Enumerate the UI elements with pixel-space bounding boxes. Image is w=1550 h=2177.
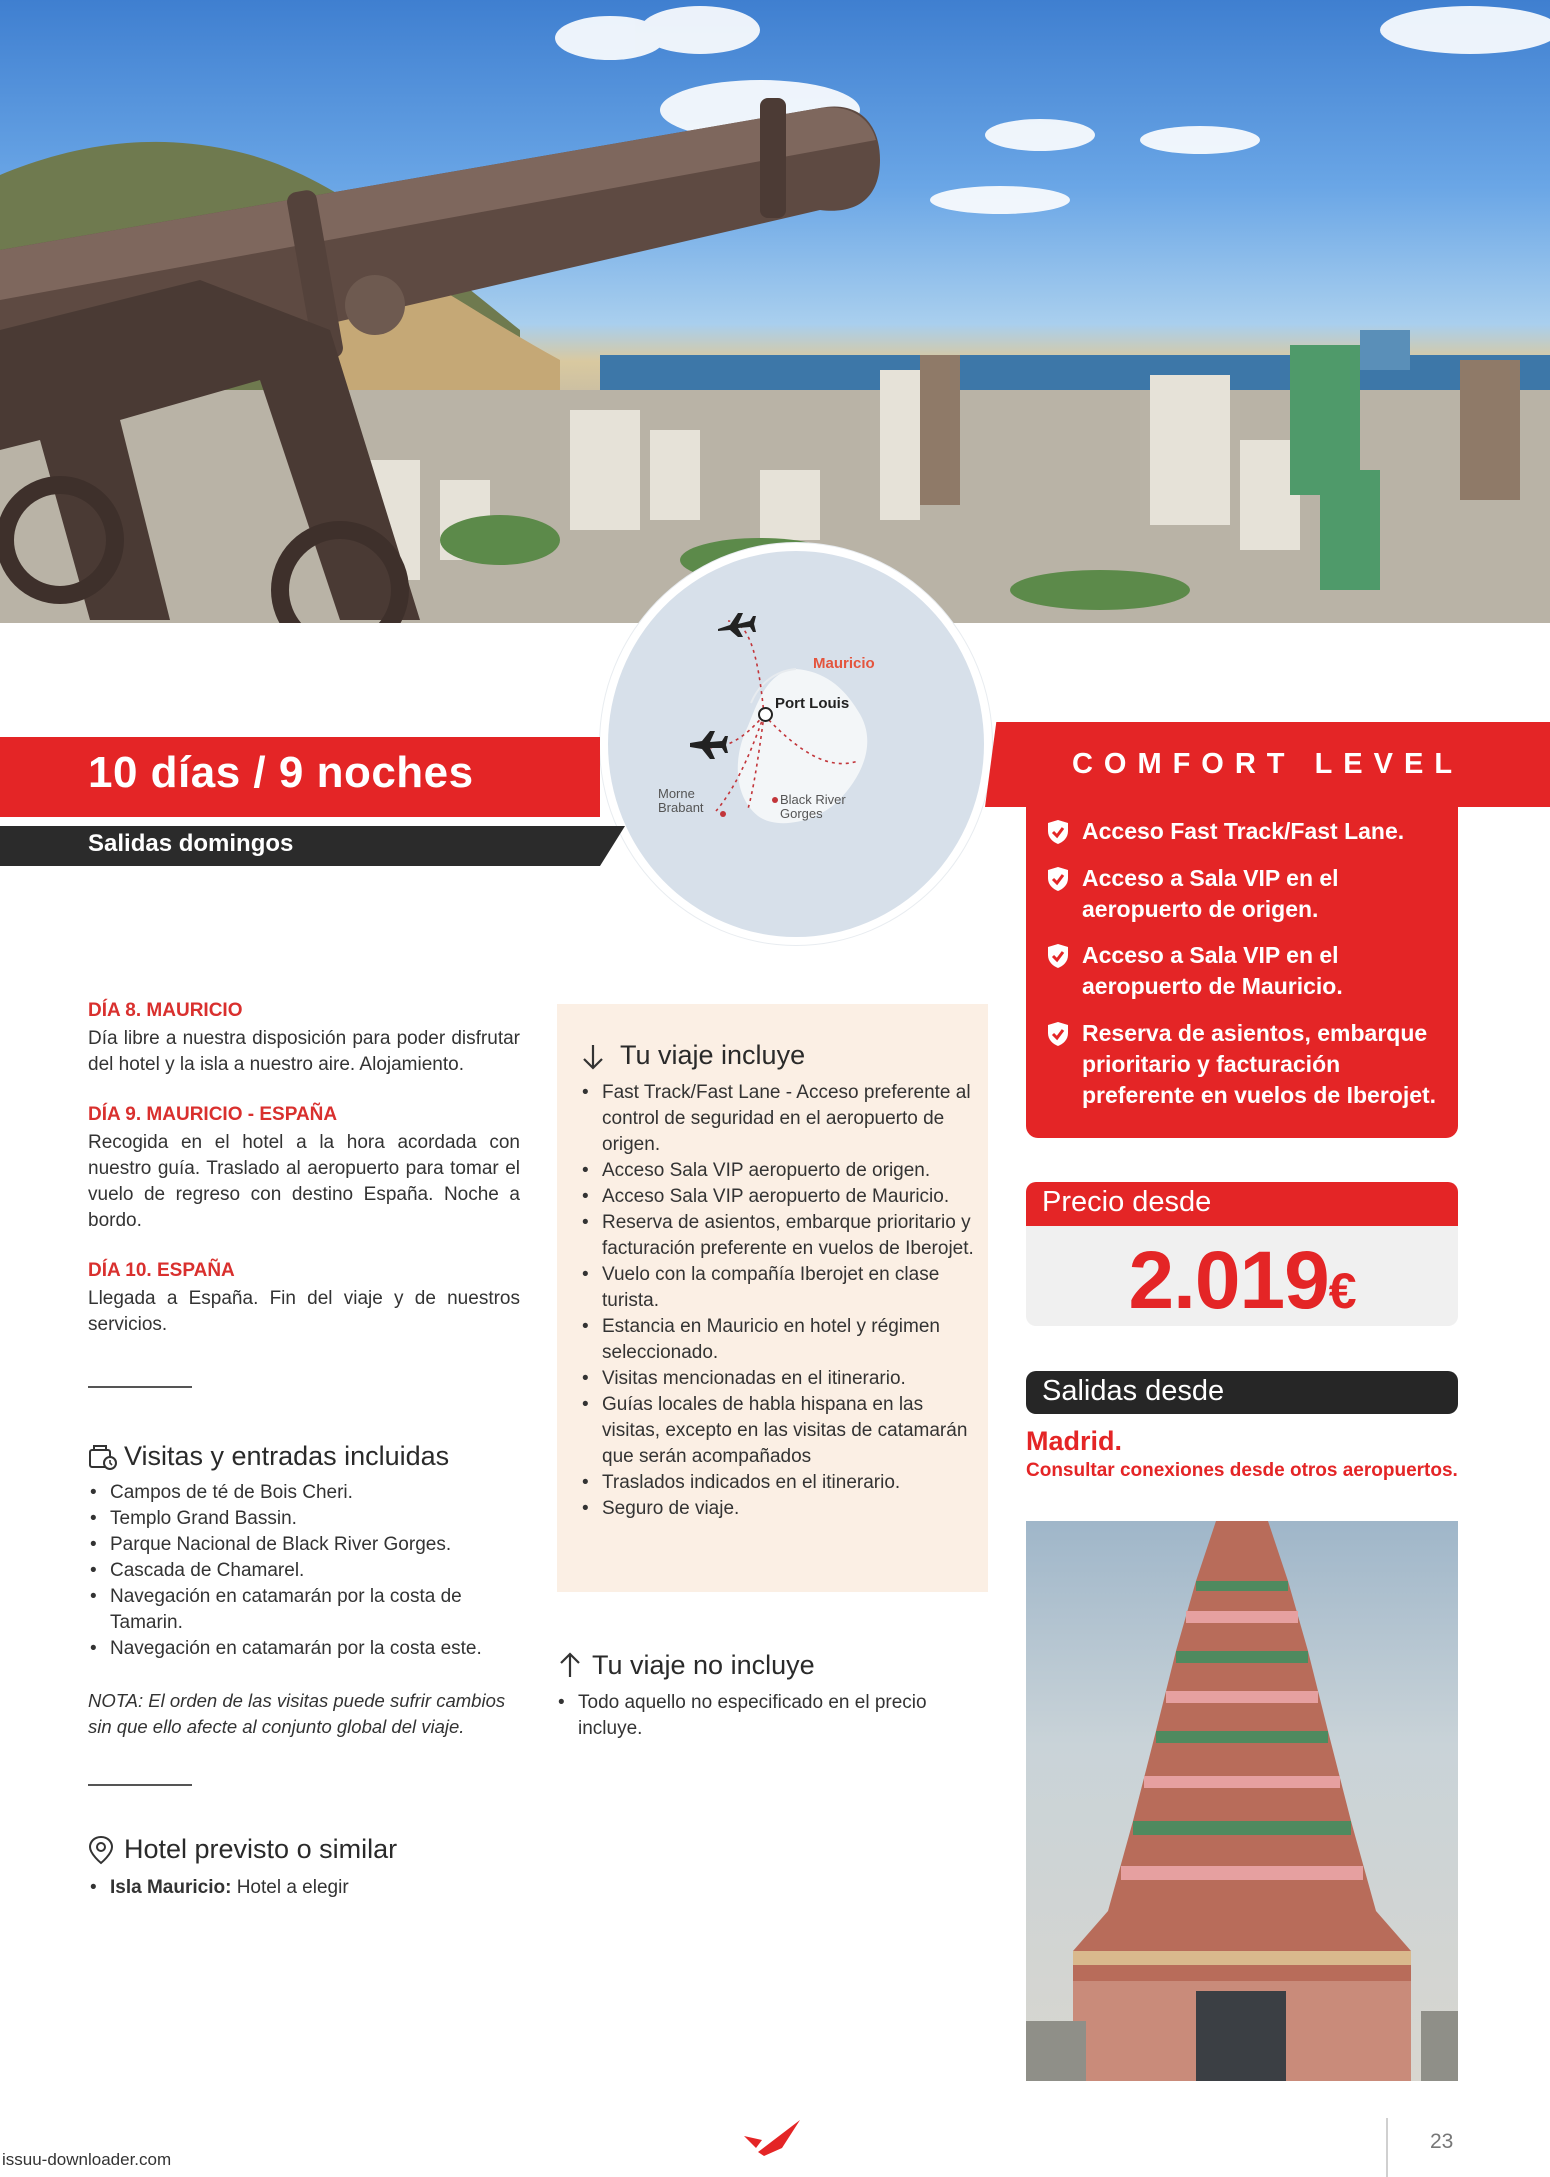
comfort-perk-text: Acceso Fast Track/Fast Lane. bbox=[1082, 818, 1405, 844]
list-item: • Vuelo con la compañía Iberojet en clase turista. bbox=[580, 1262, 975, 1314]
trip-duration: 10 días / 9 noches bbox=[88, 748, 474, 797]
list-item: • Reserva de asientos, embarque prioritario y facturación preferente en vuelos de Iberojet. bbox=[580, 1210, 975, 1262]
list-item: • Campos de té de Bois Cheri. bbox=[88, 1480, 528, 1506]
shield-check-icon bbox=[1046, 819, 1070, 845]
itinerary-day-title: DÍA 10. ESPAÑA bbox=[88, 1260, 235, 1281]
shield-check-icon bbox=[1046, 943, 1070, 969]
comfort-perk-text: Reserva de asientos, embarque prioritario y facturación preferente en vuelos de Iberojet. bbox=[1082, 1020, 1437, 1108]
footer-divider bbox=[1386, 2118, 1388, 2177]
itinerary-day-text: Recogida en el hotel a la hora acordada con nuestro guía. Traslado al aeropuerto para tomar el vuelo de regreso con destino España. Noche a bordo. bbox=[88, 1132, 520, 1231]
price-value bbox=[1026, 1234, 1458, 1328]
arrow-up-icon bbox=[555, 1650, 585, 1680]
temple-photo bbox=[1026, 1521, 1458, 2081]
price-label: Precio desde bbox=[1042, 1186, 1212, 1218]
temple-illustration bbox=[1026, 1521, 1458, 2081]
shield-check-icon bbox=[1046, 866, 1070, 892]
list-item: • Templo Grand Bassin. bbox=[88, 1506, 528, 1532]
comfort-perk-text: Acceso a Sala VIP en el aeropuerto de Mauricio. bbox=[1082, 942, 1343, 999]
list-item: • Seguro de viaje. bbox=[580, 1496, 975, 1522]
hero-illustration bbox=[0, 0, 1550, 623]
plane-icon bbox=[688, 731, 728, 761]
itinerary-day-text: Día libre a nuestra disposición para poder disfrutar del hotel y la isla a nuestro aire. Alojamiento. bbox=[88, 1028, 520, 1075]
list-item: • Acceso Sala VIP aeropuerto de origen. bbox=[580, 1158, 975, 1184]
departure-cities-label: Salidas desde bbox=[1042, 1375, 1225, 1407]
list-item: • Visitas mencionadas en el itinerario. bbox=[580, 1366, 975, 1392]
excludes-list bbox=[556, 1690, 976, 1742]
hotel-list bbox=[88, 1875, 528, 1901]
map-label-morne-brabant: Morne Brabant bbox=[658, 786, 704, 815]
comfort-perk-text: Acceso a Sala VIP en el aeropuerto de origen. bbox=[1082, 865, 1339, 922]
list-item: • Acceso Sala VIP aeropuerto de Mauricio. bbox=[580, 1184, 975, 1210]
plane-icon bbox=[716, 609, 756, 639]
includes-title: Tu viaje incluye bbox=[620, 1040, 806, 1070]
arrow-down-icon bbox=[578, 1042, 608, 1072]
includes-list bbox=[580, 1080, 975, 1522]
list-item: • Cascada de Chamarel. bbox=[88, 1558, 528, 1584]
list-item: • Navegación en catamarán por la costa de Tamarin. bbox=[88, 1584, 528, 1636]
map-label-island: Mauricio bbox=[813, 655, 875, 672]
morne-brabant-marker bbox=[720, 811, 726, 817]
section-divider bbox=[88, 1784, 192, 1786]
visits-list bbox=[88, 1480, 528, 1662]
list-item: • Parque Nacional de Black River Gorges. bbox=[88, 1532, 528, 1558]
price-amount: 2.019 bbox=[1128, 1235, 1329, 1326]
hotel-name: Hotel a elegir bbox=[236, 1877, 349, 1898]
itinerary-day-title: DÍA 9. MAURICIO - ESPAÑA bbox=[88, 1104, 338, 1125]
itinerary-day-title: DÍA 8. MAURICIO bbox=[88, 1000, 243, 1021]
comfort-perk bbox=[1046, 863, 1446, 925]
location-pin-icon bbox=[86, 1835, 116, 1865]
comfort-level-title: COMFORT LEVEL bbox=[1071, 748, 1464, 780]
list-item: • Guías locales de habla hispana en las visitas, excepto en las visitas de catamarán que serán acompañados bbox=[580, 1392, 975, 1470]
map-label-port-louis: Port Louis bbox=[775, 695, 850, 712]
list-item: • Estancia en Mauricio en hotel y régimen seleccionado. bbox=[580, 1314, 975, 1366]
itinerary-day-text: Llegada a España. Fin del viaje y de nuestros servicios. bbox=[88, 1288, 520, 1335]
map-label-black-river-gorges: Black River Gorges bbox=[780, 792, 846, 821]
brand-logo bbox=[742, 2118, 802, 2158]
route-map bbox=[600, 543, 992, 945]
comfort-perk bbox=[1046, 940, 1446, 1002]
departure-days: Salidas domingos bbox=[88, 830, 294, 857]
page-number: 23 bbox=[1430, 2130, 1454, 2153]
visits-title: Visitas y entradas incluidas bbox=[124, 1441, 450, 1471]
visits-note: NOTA: El orden de las visitas puede sufrir cambios sin que ello afecte al conjunto global del viaje. bbox=[88, 1690, 506, 1737]
shield-check-icon bbox=[1046, 1021, 1070, 1047]
list-item: • Fast Track/Fast Lane - Acceso preferente al control de seguridad en el aeropuerto de origen. bbox=[580, 1080, 975, 1158]
section-divider bbox=[88, 1386, 192, 1388]
comfort-perk bbox=[1046, 1018, 1446, 1111]
departure-cities-note: Consultar conexiones desde otros aeropuertos. bbox=[1026, 1460, 1458, 1481]
list-item: • Navegación en catamarán por la costa este. bbox=[88, 1636, 528, 1662]
price-currency: € bbox=[1328, 1263, 1356, 1319]
hero-photo-port-louis bbox=[0, 0, 1550, 623]
port-louis-marker bbox=[758, 707, 773, 722]
comfort-perk bbox=[1046, 816, 1446, 847]
hotel-item bbox=[88, 1875, 528, 1901]
hotel-location: Isla Mauricio: bbox=[110, 1877, 232, 1898]
list-item: • Traslados indicados en el itinerario. bbox=[580, 1470, 975, 1496]
watermark-url: issuu-downloader.com bbox=[2, 2150, 172, 2169]
hotel-title: Hotel previsto o similar bbox=[124, 1834, 398, 1864]
ticket-icon bbox=[88, 1442, 118, 1472]
list-item: • Todo aquello no especificado en el precio incluye. bbox=[556, 1690, 976, 1742]
map-illustration bbox=[608, 551, 984, 937]
excludes-title: Tu viaje no incluye bbox=[592, 1650, 815, 1680]
black-river-marker bbox=[772, 797, 778, 803]
departure-city: Madrid. bbox=[1026, 1426, 1123, 1456]
